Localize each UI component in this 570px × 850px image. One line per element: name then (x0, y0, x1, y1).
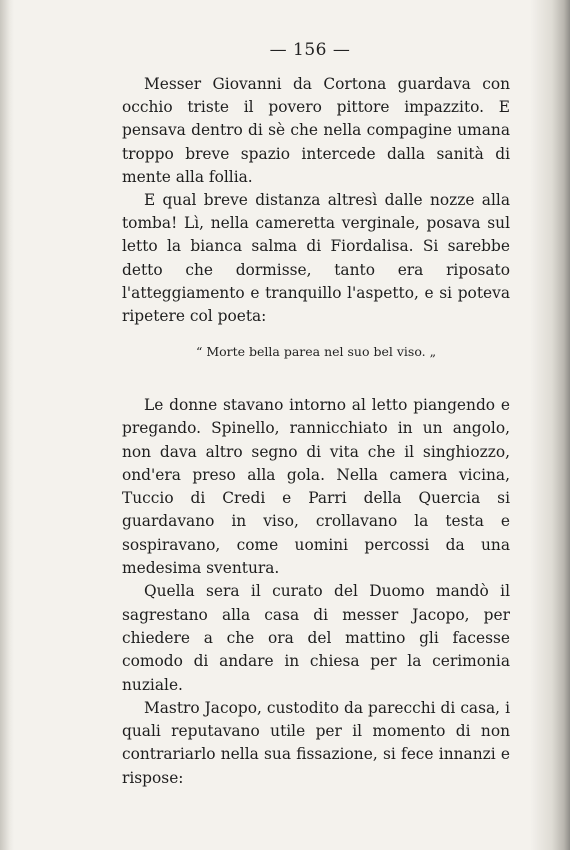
text-block-top (122, 73, 510, 328)
paragraph: Mastro Jacopo, custodito da parecchi di casa, i quali reputavano utile per il momento di non contrariarlo nella sua fissazione, si fece innanzi e rispose: (122, 698, 510, 787)
text-block-bottom (122, 394, 510, 790)
paragraph: Quella sera il curato del Duomo mandò il sagrestano alla casa di messer Jacopo, per chiedere a che ora del mattino gli facesse comodo di andare in chiesa per la cerimonia nuziale. (122, 582, 510, 694)
paragraph: Le donne stavano intorno al letto piangendo e pregando. Spinello, rannicchiato in un angolo, non dava altro segno di vita che il singhiozzo, ond'era preso alla gola. Nella camera vicina, Tuccio di Credi e Parri della Quercia si guardavano in viso, crollavano la testa e sospiravano, come uomini percossi da una medesima sventura. (122, 396, 510, 578)
page-number: — 156 — (269, 40, 351, 60)
verse-quote: “ Morte bella parea nel suo bel viso. „ (195, 344, 437, 359)
paragraph: E qual breve distanza altresì dalle nozze alla tomba! Lì, nella cameretta verginale, posava sul letto la bianca salma di Fiordalisa. Si sarebbe detto che dormisse, tanto era riposato l'atteggiamento e tranquillo l'aspetto, e si poteva ripetere col poeta: (122, 191, 510, 326)
paragraph: Messer Giovanni da Cortona guardava con occhio triste il povero pittore impazzito. E pensava dentro di sè che nella compagine umana troppo breve spazio intercede dalla sanità di mente alla follia. (122, 75, 510, 186)
